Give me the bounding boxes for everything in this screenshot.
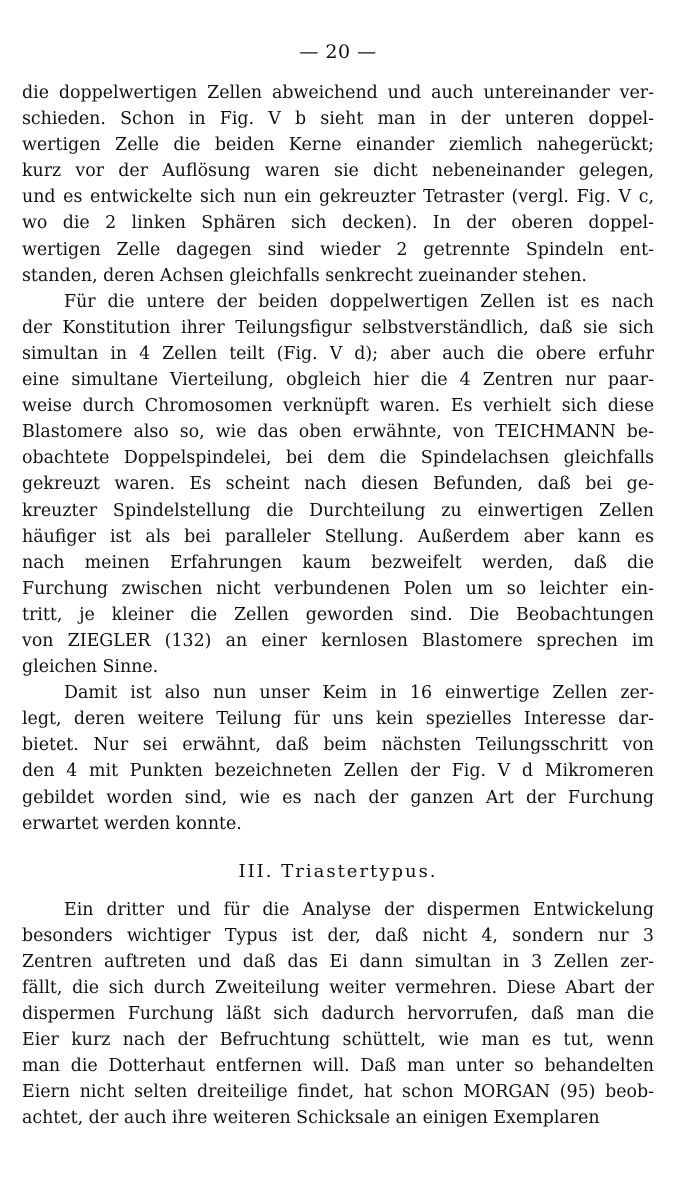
text-line: simultan in 4 Zellen teilt (Fig. V d); aber auch die obere erfuhr — [22, 343, 654, 364]
text-line: man die Dotterhaut entfernen will. Daß man unter so behandelten — [22, 1056, 654, 1077]
text-line: und es entwickelte sich nun ein gekreuzter Tetraster (vergl. Fig. V c, — [22, 187, 654, 208]
text-line: besonders wichtiger Typus ist der, daß nicht 4, sondern nur 3 — [22, 925, 654, 946]
text-line: Eier kurz nach der Befruchtung schüttelt, wie man es tut, wenn — [22, 1030, 654, 1051]
text-line: Damit ist also nun unser Keim in 16 einwertige Zellen zer- — [64, 683, 654, 704]
text-line: obachtete Doppelspindelei, bei dem die Spindelachsen gleichfalls — [22, 448, 654, 469]
body-text — [22, 80, 654, 837]
text-line: fällt, die sich durch Zweiteilung weiter vermehren. Diese Abart der — [22, 978, 654, 998]
section-text — [22, 897, 654, 1132]
paragraph — [22, 289, 654, 680]
text-line: gleichen Sinne. — [22, 657, 159, 678]
page-number: — 20 — — [299, 41, 377, 63]
text-line: Ein dritter und für die Analyse der dispermen Entwickelung — [64, 899, 654, 920]
text-line: den 4 mit Punkten bezeichneten Zellen der Fig. V d Mikromeren — [22, 761, 654, 782]
text-line: achtet, der auch ihre weiteren Schicksale an einigen Exemplaren — [22, 1108, 600, 1129]
text-line: schieden. Schon in Fig. V b sieht man in der unteren doppel- — [22, 109, 654, 130]
text-line: Eiern nicht selten dreiteilige findet, hat schon MORGAN (95) beob- — [22, 1082, 654, 1103]
text-line: wo die 2 linken Sphären sich decken). In der oberen doppel- — [22, 213, 654, 234]
text-line: dispermen Furchung läßt sich dadurch hervorrufen, daß man die — [22, 1004, 654, 1025]
text-line: nach meinen Erfahrungen kaum bezweifelt werden, daß die — [22, 552, 654, 573]
text-line: standen, deren Achsen gleichfalls senkrecht zueinander stehen. — [22, 265, 587, 286]
section-heading: III. Triastertypus. — [238, 860, 438, 882]
text-line: kurz vor der Auflösung waren sie dicht nebeneinander gelegen, — [22, 161, 654, 182]
text-line: Für die untere der beiden doppelwertigen Zellen ist es nach — [64, 291, 654, 312]
text-line: kreuzter Spindelstellung die Durchteilung zu einwertigen Zellen — [22, 500, 654, 521]
text-line: tritt, je kleiner die Zellen geworden sind. Die Beobachtungen — [22, 604, 654, 625]
text-line: gekreuzt waren. Es scheint nach diesen Befunden, daß bei ge- — [22, 474, 654, 495]
paragraph — [22, 897, 654, 1132]
text-line: erwartet werden konnte. — [22, 813, 242, 834]
text-line: wertigen Zelle die beiden Kerne einander ziemlich nahegerückt; — [22, 135, 654, 156]
text-line: der Konstitution ihrer Teilungsfigur selbstverständlich, daß sie sich — [22, 317, 654, 338]
text-line: wertigen Zelle dagegen sind wieder 2 getrennte Spindeln ent- — [22, 239, 654, 260]
text-line: bietet. Nur sei erwähnt, daß beim nächsten Teilungsschritt von — [22, 735, 654, 756]
text-line: eine simultane Vierteilung, obgleich hier die 4 Zentren nur paar- — [22, 370, 654, 391]
text-line: Zentren auftreten und daß das Ei dann simultan in 3 Zellen zer- — [22, 951, 654, 972]
paragraph — [22, 80, 654, 289]
text-line: Blastomere also so, wie das oben erwähnte, von TEICHMANN be- — [22, 422, 654, 443]
text-line: gebildet worden sind, wie es nach der ganzen Art der Furchung — [22, 787, 654, 808]
text-line: häufiger ist als bei paralleler Stellung. Außerdem aber kann es — [22, 526, 654, 547]
text-line: von ZIEGLER (132) an einer kernlosen Blastomere sprechen im — [22, 630, 654, 651]
text-line: die doppelwertigen Zellen abweichend und auch untereinander ver- — [22, 83, 654, 103]
paragraph — [22, 680, 654, 837]
text-line: Furchung zwischen nicht verbundenen Polen um so leichter ein- — [22, 578, 654, 599]
text-line: weise durch Chromosomen verknüpft waren. Es verhielt sich diese — [22, 396, 654, 417]
text-line: legt, deren weitere Teilung für uns kein spezielles Interesse dar- — [22, 709, 654, 730]
document-page — [22, 40, 654, 1132]
